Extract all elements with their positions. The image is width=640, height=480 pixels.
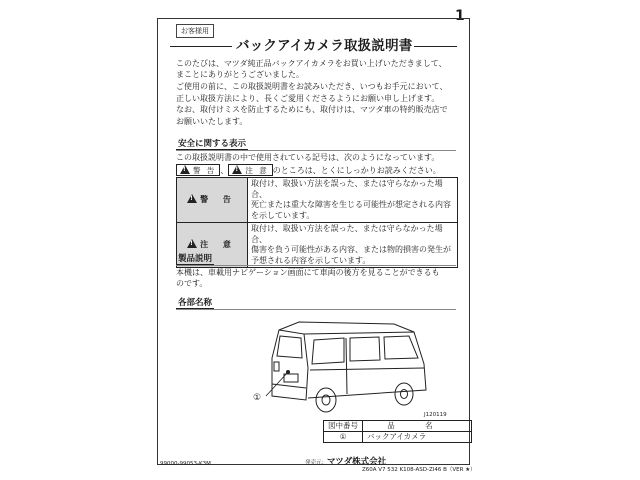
warning-triangle-icon <box>180 165 190 174</box>
caution-badge: ! 注 意 <box>228 164 272 176</box>
intro-line: このたびは、マツダ純正品バックアイカメラをお買い上げいただきまして、 <box>176 59 447 68</box>
callout-number: ① <box>253 393 262 403</box>
product-line: のです。 <box>176 279 208 288</box>
page-number: 1 <box>455 8 465 24</box>
warning-triangle-icon <box>232 165 242 174</box>
section-rule <box>176 265 456 266</box>
section-rule <box>176 150 456 151</box>
table-cell-name: バックアイカメラ <box>363 432 472 443</box>
warning-kind-cell: !警 告 <box>177 178 248 223</box>
table-header-cell: 図中番号 <box>324 421 363 432</box>
warning-triangle-icon <box>187 194 197 203</box>
product-line: 本機は、車載用ナビゲーション画面にて車両の後方を見ることができるも <box>176 268 440 277</box>
warning-badge: !警 告 <box>176 164 220 176</box>
title-rule-left <box>170 46 232 47</box>
intro-line: ご使用の前に、この取扱説明書をお読みいただき、いつもお手元において、 <box>176 82 448 91</box>
section-rule <box>176 309 456 310</box>
safety-line-2 <box>176 164 441 176</box>
warning-table <box>176 177 458 268</box>
title-rule-right <box>414 46 457 47</box>
date-code: J120119 <box>424 412 447 418</box>
product-heading-text: 製品説明 <box>178 254 213 264</box>
intro-line: お願いいたします。 <box>176 117 248 126</box>
intro-line: まことにありがとうございました。 <box>176 70 304 79</box>
caution-description-cell: 取付け、取扱い方法を誤った、または守らなかった場合、 傷害を負う可能性がある内容、または物的損害の発生が 予想される内容を示しています。 <box>248 223 458 268</box>
parts-table <box>323 420 472 443</box>
parts-heading-text: 各部名称 <box>178 298 213 308</box>
warning-triangle-icon <box>187 239 197 248</box>
publisher-prefix: 発売元： <box>305 460 328 466</box>
table-header-row <box>324 421 472 432</box>
table-cell-number: ① <box>324 432 363 443</box>
vehicle-illustration <box>244 318 444 418</box>
table-row <box>177 178 458 223</box>
table-row <box>177 223 458 268</box>
caution-kind-cell: !注 意 <box>177 223 248 268</box>
table-header-cell: 品 名 <box>363 421 472 432</box>
intro-line: なお、取付けミスを防止するためにも、取付けは、マツダ車の特約販売店で <box>176 105 448 114</box>
warning-description-cell: 取付け、取扱い方法を誤った、または守らなかった場合、 死亡または重大な障害を生じる可能性が想定される内容 を示しています。 <box>248 178 458 223</box>
audience-label: お客様用 <box>176 24 214 38</box>
document-code: Z60A V7 532 K108-ASD-ZI46 B（VER ★） <box>362 467 476 473</box>
document-title: バックアイカメラ取扱説明書 <box>236 38 413 54</box>
badge-separator: 、 <box>220 166 229 175</box>
table-row <box>324 432 472 443</box>
part-number: 99000-99053-K3M <box>160 461 211 467</box>
safety-line-2-text: のところは、とくにしっかりお読みください。 <box>272 166 441 175</box>
safety-heading-text: 安全に関する表示 <box>178 139 247 149</box>
safety-heading <box>176 137 248 150</box>
safety-line-1: この取扱説明書の中で使用されている記号は、次のようになっています。 <box>176 153 440 162</box>
publisher-name: マツダ株式会社 <box>327 457 387 467</box>
product-heading <box>176 252 214 265</box>
parts-heading <box>176 296 214 309</box>
intro-line: 正しい取扱方法により、長くご愛用くださるようにお願い申し上げます。 <box>176 94 440 103</box>
